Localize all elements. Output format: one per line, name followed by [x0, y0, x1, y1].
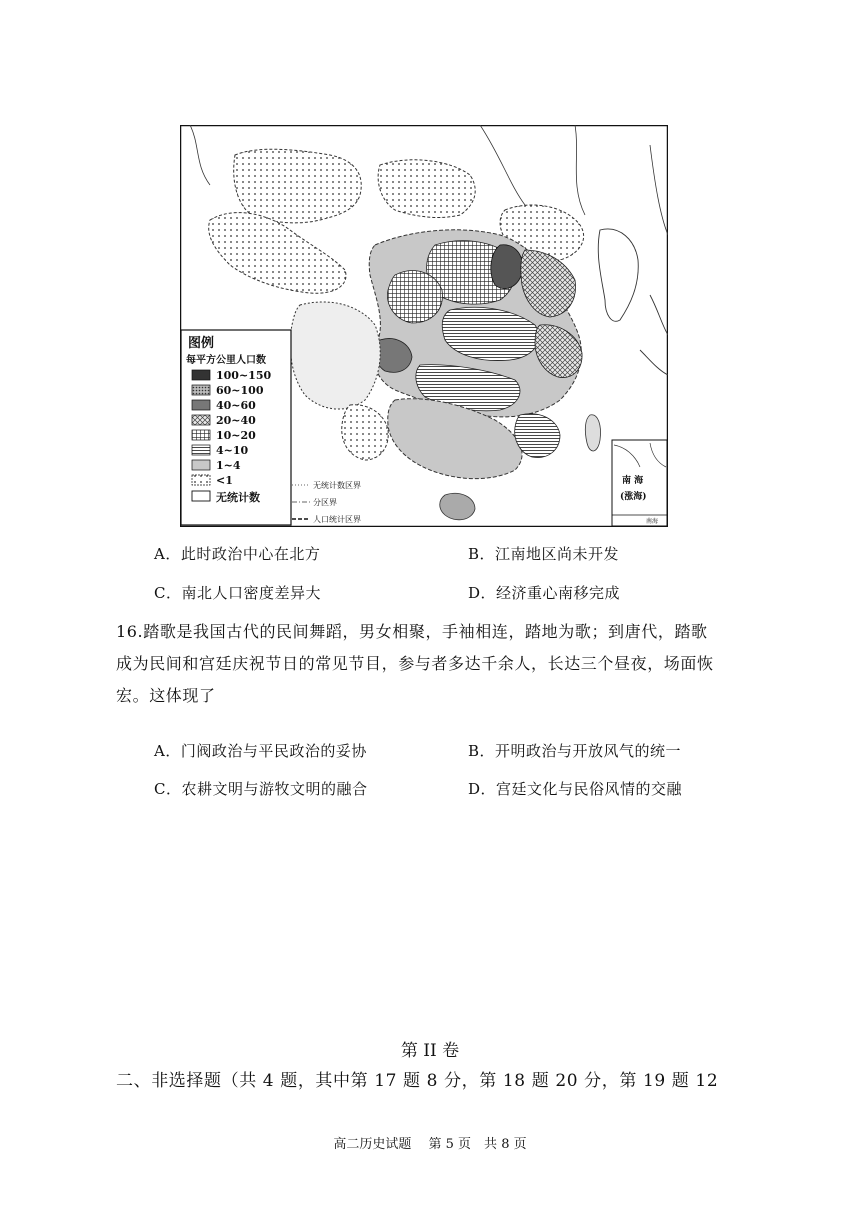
- q15-option-a[interactable]: A．此时政治中心在北方: [154, 545, 321, 563]
- boundary-label: 无统计数区界: [313, 481, 361, 490]
- page-footer: 高二历史试题 第 5 页 共 8 页: [333, 1137, 527, 1152]
- south-china-sea-inset: [612, 440, 667, 526]
- legend-item-label: 60~100: [216, 384, 264, 397]
- q15-option-b[interactable]: B．江南地区尚未开发: [468, 545, 620, 563]
- q16-option-c[interactable]: C．农耕文明与游牧文明的融合: [154, 780, 368, 798]
- q16-option-a[interactable]: A．门阀政治与平民政治的妥协: [154, 742, 367, 760]
- q16-stem: [116, 616, 756, 712]
- legend-subtitle: 每平方公里人口数: [186, 355, 266, 366]
- northern-steppe-region: [234, 149, 362, 223]
- legend-item-label: 40~60: [216, 399, 256, 412]
- q16-stem-line: 成为民间和宫廷庆祝节日的常见节目，参与者多达千余人，长达三个昼夜，场面恢: [116, 654, 714, 673]
- legend-item-label: 100~150: [216, 369, 272, 382]
- legend-item: [192, 444, 249, 457]
- tibet-region: [290, 302, 380, 409]
- legend-item: [192, 429, 256, 442]
- q15-option-d[interactable]: D．经济重心南移完成: [468, 584, 621, 602]
- section-intro: 二、非选择题（共 4 题，其中第 17 题 8 分，第 18 题 20 分，第 19 题 12: [116, 1071, 719, 1091]
- inset-label: 南 海: [622, 476, 644, 486]
- inset-label: (涨海): [620, 492, 647, 502]
- q16-option-d[interactable]: D．宫廷文化与民俗风情的交融: [468, 780, 683, 798]
- legend-item: [192, 384, 264, 397]
- legend-item: [192, 369, 271, 382]
- guanzhong-region: [387, 271, 442, 323]
- section-heading: 第 II 卷: [400, 1041, 460, 1061]
- legend-item: [192, 459, 241, 472]
- boundary-label: 人口统计区界: [313, 515, 361, 524]
- boundary-label: 分区界: [313, 498, 337, 507]
- q15-option-c[interactable]: C．南北人口密度差异大: [154, 584, 321, 602]
- map-legend: [181, 330, 291, 525]
- legend-item: [192, 414, 256, 427]
- legend-item-label: <1: [216, 474, 233, 487]
- legend-item-label: 1~4: [216, 459, 241, 472]
- q16-stem-line: 16.踏歌是我国古代的民间舞蹈，男女相聚，手袖相连，踏地为歌；到唐代，踏歌: [116, 622, 708, 641]
- population-density-map: [180, 125, 668, 527]
- legend-item-label: 10~20: [216, 429, 256, 442]
- densest-region: [491, 245, 523, 289]
- taiwan-island: [585, 415, 600, 451]
- legend-item: [192, 399, 256, 412]
- legend-item-label: 4~10: [216, 444, 249, 457]
- legend-item-label: 无统计数: [216, 491, 260, 504]
- inset-corner-label: 南海: [646, 518, 659, 525]
- legend-title: 图例: [188, 336, 215, 351]
- q16-option-b[interactable]: B．开明政治与开放风气的统一: [468, 742, 682, 760]
- q16-stem-line: 宏。这体现了: [116, 686, 216, 705]
- legend-item-label: 20~40: [216, 414, 256, 427]
